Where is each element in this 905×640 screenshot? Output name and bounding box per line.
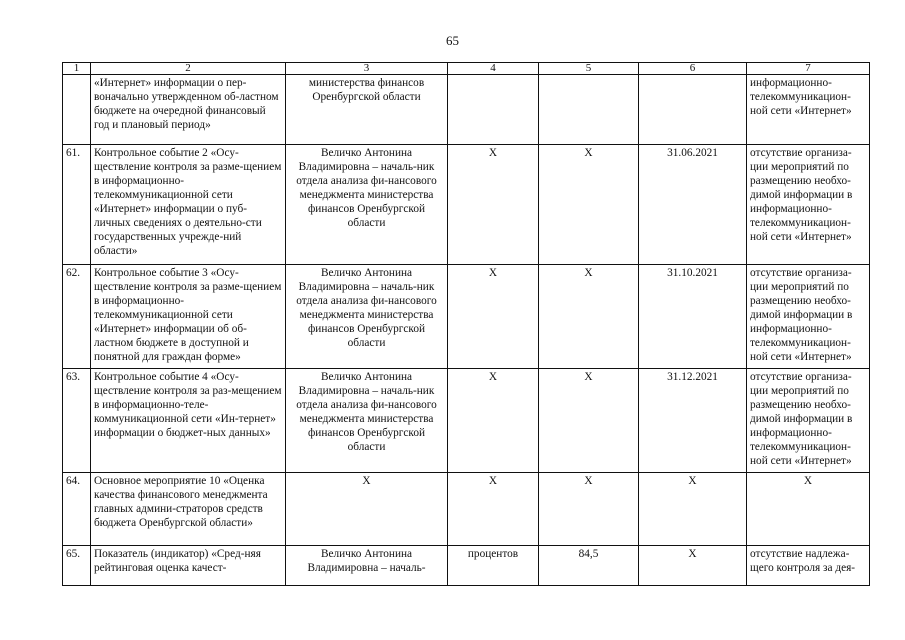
row-col4: Х xyxy=(448,265,539,369)
row-col6: 31.12.2021 xyxy=(639,369,747,473)
row-description: Контрольное событие 4 «Осу-ществление контроля за раз-мещением в информационно-теле-коммуникационной сети «Ин-тернет» информации о бюджет-ных данных» xyxy=(91,369,286,473)
table-row xyxy=(63,369,870,473)
table-row xyxy=(63,473,870,546)
row-description: Контрольное событие 2 «Осу-ществление контроля за разме-щением в информационно-телекоммуникационной сети «Интернет» информации о пуб-личных сведениях о деятельно-сти государственных учрежде-ний области» xyxy=(91,145,286,265)
row-description: Показатель (индикатор) «Сред-няя рейтинговая оценка качест- xyxy=(91,546,286,586)
row-col6: Х xyxy=(639,473,747,546)
row-note: отсутствие организа-ции мероприятий по размещению необхо-димой информации в информационно-телекоммуникацион-ной сети «Интернет» xyxy=(747,145,870,265)
row-number: 61. xyxy=(63,145,91,265)
column-header: 6 xyxy=(639,63,747,75)
row-number: 64. xyxy=(63,473,91,546)
row-col4: Х xyxy=(448,473,539,546)
row-number: 62. xyxy=(63,265,91,369)
column-header: 1 xyxy=(63,63,91,75)
row-note: отсутствие надлежа-щего контроля за дея- xyxy=(747,546,870,586)
row-description: «Интернет» информации о пер-воначально утвержденном об-ластном бюджете на очередной финансовый год и плановый период» xyxy=(91,75,286,145)
row-col6: 31.06.2021 xyxy=(639,145,747,265)
row-note: отсутствие организа-ции мероприятий по размещению необхо-димой информации в информационно-телекоммуникацион-ной сети «Интернет» xyxy=(747,369,870,473)
column-header: 4 xyxy=(448,63,539,75)
column-header: 7 xyxy=(747,63,870,75)
row-col5: Х xyxy=(539,265,639,369)
row-responsible: Величко Антонина Владимировна – началь-ник отдела анализа фи-нансового менеджмента министерства финансов Оренбургской области xyxy=(286,369,448,473)
row-responsible: министерства финансов Оренбургской области xyxy=(286,75,448,145)
row-note: Х xyxy=(747,473,870,546)
row-note: отсутствие организа-ции мероприятий по размещению необхо-димой информации в информационно-телекоммуникацион-ной сети «Интернет» xyxy=(747,265,870,369)
row-col4: процентов xyxy=(448,546,539,586)
row-number: 65. xyxy=(63,546,91,586)
row-responsible: Величко Антонина Владимировна – началь-ник отдела анализа фи-нансового менеджмента министерства финансов Оренбургской области xyxy=(286,265,448,369)
row-col4: Х xyxy=(448,369,539,473)
row-col6 xyxy=(639,75,747,145)
data-table xyxy=(62,62,870,586)
row-note: информационно-телекоммуникацион-ной сети «Интернет» xyxy=(747,75,870,145)
row-description: Контрольное событие 3 «Осу-ществление контроля за разме-щением в информационно-телекоммуникационной сети «Интернет» информации об об-ластном бюджете в доступной и понятной для граждан форме» xyxy=(91,265,286,369)
row-description: Основное мероприятие 10 «Оценка качества финансового менеджмента главных админи-страторов средств бюджета Оренбургской области» xyxy=(91,473,286,546)
row-col5: Х xyxy=(539,473,639,546)
row-responsible: Величко Антонина Владимировна – началь- xyxy=(286,546,448,586)
row-number xyxy=(63,75,91,145)
table-row xyxy=(63,546,870,586)
table-row xyxy=(63,145,870,265)
row-number: 63. xyxy=(63,369,91,473)
row-col5: Х xyxy=(539,145,639,265)
row-col5 xyxy=(539,75,639,145)
table-header-row xyxy=(63,63,870,75)
row-col4 xyxy=(448,75,539,145)
row-responsible: Х xyxy=(286,473,448,546)
page-number: 65 xyxy=(446,33,459,48)
column-header: 5 xyxy=(539,63,639,75)
table-row xyxy=(63,265,870,369)
table-row xyxy=(63,75,870,145)
row-col5: Х xyxy=(539,369,639,473)
row-col6: Х xyxy=(639,546,747,586)
row-col6: 31.10.2021 xyxy=(639,265,747,369)
column-header: 2 xyxy=(91,63,286,75)
column-header: 3 xyxy=(286,63,448,75)
row-col5: 84,5 xyxy=(539,546,639,586)
row-responsible: Величко Антонина Владимировна – началь-ник отдела анализа фи-нансового менеджмента министерства финансов Оренбургской области xyxy=(286,145,448,265)
row-col4: Х xyxy=(448,145,539,265)
